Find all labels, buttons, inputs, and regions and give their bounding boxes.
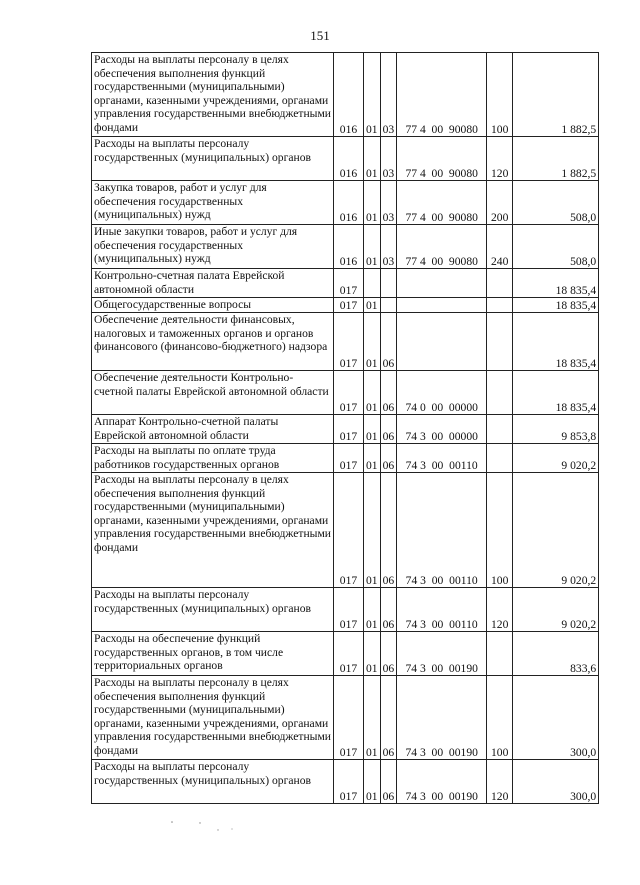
row-gr: 017 bbox=[334, 415, 364, 444]
row-gr: 016 bbox=[334, 181, 364, 225]
row-name: Закупка товаров, работ и услуг для обеспечения государственных (муниципальных) нужд bbox=[92, 181, 334, 225]
row-rz: 01 bbox=[364, 225, 381, 269]
row-name: Общегосударственные вопросы bbox=[92, 298, 334, 313]
table-row bbox=[92, 181, 599, 225]
row-gr: 017 bbox=[334, 588, 364, 632]
row-vr: 100 bbox=[487, 53, 513, 137]
row-name: Расходы на выплаты персоналу государственных (муниципальных) органов bbox=[92, 588, 334, 632]
row-sum: 1 882,5 bbox=[513, 53, 599, 137]
row-sum: 18 835,4 bbox=[513, 269, 599, 298]
row-gr: 017 bbox=[334, 473, 364, 588]
row-gr: 016 bbox=[334, 53, 364, 137]
row-gr: 017 bbox=[334, 760, 364, 804]
row-cs: 74 3 00 00190 bbox=[397, 676, 487, 760]
row-sum: 9 020,2 bbox=[513, 444, 599, 473]
row-rz: 01 bbox=[364, 588, 381, 632]
row-cs: 77 4 00 90080 bbox=[397, 53, 487, 137]
row-gr: 017 bbox=[334, 444, 364, 473]
row-name: Расходы на выплаты персоналу государственных (муниципальных) органов bbox=[92, 137, 334, 181]
row-sum: 18 835,4 bbox=[513, 313, 599, 371]
row-name: Обеспечение деятельности финансовых, налоговых и таможенных органов и органов финансового (финансово-бюджетного) надзора bbox=[92, 313, 334, 371]
row-rz: 01 bbox=[364, 371, 381, 415]
table-row bbox=[92, 588, 599, 632]
row-rz: 01 bbox=[364, 444, 381, 473]
row-vr: 240 bbox=[487, 225, 513, 269]
table-row bbox=[92, 473, 599, 588]
table-row bbox=[92, 760, 599, 804]
row-name: Расходы на выплаты персоналу в целях обеспечения выполнения функций государственными (муниципальными) органами, казенными учреждениями, органами управления государственными внебюджетными фондами bbox=[92, 53, 334, 137]
row-name: Расходы на выплаты персоналу в целях обеспечения выполнения функций государственными (муниципальными) органами, казенными учреждениями, органами управления государственными внебюджетными фондами bbox=[92, 473, 334, 588]
row-name: Контрольно-счетная палата Еврейской автономной области bbox=[92, 269, 334, 298]
table-row bbox=[92, 269, 599, 298]
row-pr bbox=[380, 269, 397, 298]
table-row bbox=[92, 225, 599, 269]
row-vr: 100 bbox=[487, 473, 513, 588]
row-cs: 77 4 00 90080 bbox=[397, 137, 487, 181]
row-vr: 120 bbox=[487, 760, 513, 804]
table-row bbox=[92, 298, 599, 313]
row-sum: 18 835,4 bbox=[513, 298, 599, 313]
row-gr: 016 bbox=[334, 137, 364, 181]
row-gr: 017 bbox=[334, 632, 364, 676]
row-sum: 9 020,2 bbox=[513, 473, 599, 588]
row-name: Расходы на обеспечение функций государственных органов, в том числе территориальных органов bbox=[92, 632, 334, 676]
row-rz: 01 bbox=[364, 676, 381, 760]
row-vr: 100 bbox=[487, 676, 513, 760]
row-pr: 03 bbox=[380, 225, 397, 269]
row-gr: 016 bbox=[334, 225, 364, 269]
row-rz: 01 bbox=[364, 313, 381, 371]
row-sum: 508,0 bbox=[513, 181, 599, 225]
row-gr: 017 bbox=[334, 676, 364, 760]
row-pr bbox=[380, 298, 397, 313]
row-pr: 06 bbox=[380, 588, 397, 632]
scan-specks bbox=[170, 818, 260, 838]
row-rz: 01 bbox=[364, 298, 381, 313]
row-cs bbox=[397, 298, 487, 313]
row-sum: 9 020,2 bbox=[513, 588, 599, 632]
budget-table bbox=[91, 52, 599, 804]
row-vr bbox=[487, 415, 513, 444]
row-rz bbox=[364, 269, 381, 298]
row-cs: 74 0 00 00000 bbox=[397, 371, 487, 415]
row-rz: 01 bbox=[364, 137, 381, 181]
row-vr: 120 bbox=[487, 137, 513, 181]
table-row bbox=[92, 371, 599, 415]
row-cs: 74 3 00 00190 bbox=[397, 632, 487, 676]
row-vr: 120 bbox=[487, 588, 513, 632]
row-sum: 9 853,8 bbox=[513, 415, 599, 444]
row-pr: 06 bbox=[380, 313, 397, 371]
row-sum: 300,0 bbox=[513, 676, 599, 760]
page-number: 151 bbox=[310, 28, 330, 43]
row-pr: 06 bbox=[380, 676, 397, 760]
row-pr: 03 bbox=[380, 137, 397, 181]
row-name: Расходы на выплаты по оплате труда работников государственных органов bbox=[92, 444, 334, 473]
row-cs: 77 4 00 90080 bbox=[397, 181, 487, 225]
row-rz: 01 bbox=[364, 415, 381, 444]
row-vr bbox=[487, 298, 513, 313]
row-name: Иные закупки товаров, работ и услуг для обеспечения государственных (муниципальных) нужд bbox=[92, 225, 334, 269]
table-row bbox=[92, 444, 599, 473]
row-name: Расходы на выплаты персоналу в целях обеспечения выполнения функций государственными (муниципальными) органами, казенными учреждениями, органами управления государственными внебюджетными фондами bbox=[92, 676, 334, 760]
row-vr bbox=[487, 632, 513, 676]
row-rz: 01 bbox=[364, 53, 381, 137]
row-rz: 01 bbox=[364, 632, 381, 676]
row-pr: 06 bbox=[380, 415, 397, 444]
row-rz: 01 bbox=[364, 473, 381, 588]
row-cs: 74 3 00 00000 bbox=[397, 415, 487, 444]
row-pr: 06 bbox=[380, 371, 397, 415]
row-sum: 833,6 bbox=[513, 632, 599, 676]
row-gr: 017 bbox=[334, 371, 364, 415]
table-row bbox=[92, 632, 599, 676]
row-rz: 01 bbox=[364, 760, 381, 804]
table-row bbox=[92, 676, 599, 760]
row-pr: 03 bbox=[380, 53, 397, 137]
row-vr bbox=[487, 444, 513, 473]
row-cs: 74 3 00 00110 bbox=[397, 588, 487, 632]
row-pr: 06 bbox=[380, 760, 397, 804]
row-pr: 06 bbox=[380, 444, 397, 473]
row-cs: 74 3 00 00190 bbox=[397, 760, 487, 804]
row-pr: 03 bbox=[380, 181, 397, 225]
row-pr: 06 bbox=[380, 473, 397, 588]
row-cs bbox=[397, 313, 487, 371]
row-vr bbox=[487, 269, 513, 298]
row-sum: 1 882,5 bbox=[513, 137, 599, 181]
row-cs: 74 3 00 00110 bbox=[397, 473, 487, 588]
table-row bbox=[92, 313, 599, 371]
row-rz: 01 bbox=[364, 181, 381, 225]
row-gr: 017 bbox=[334, 313, 364, 371]
row-cs: 74 3 00 00110 bbox=[397, 444, 487, 473]
row-gr: 017 bbox=[334, 269, 364, 298]
row-gr: 017 bbox=[334, 298, 364, 313]
row-sum: 300,0 bbox=[513, 760, 599, 804]
row-pr: 06 bbox=[380, 632, 397, 676]
row-sum: 508,0 bbox=[513, 225, 599, 269]
table-row bbox=[92, 53, 599, 137]
table-row bbox=[92, 415, 599, 444]
row-sum: 18 835,4 bbox=[513, 371, 599, 415]
row-vr: 200 bbox=[487, 181, 513, 225]
row-name: Аппарат Контрольно-счетной палаты Еврейской автономной области bbox=[92, 415, 334, 444]
table-row bbox=[92, 137, 599, 181]
row-cs bbox=[397, 269, 487, 298]
row-vr bbox=[487, 313, 513, 371]
row-cs: 77 4 00 90080 bbox=[397, 225, 487, 269]
row-vr bbox=[487, 371, 513, 415]
row-name: Расходы на выплаты персоналу государственных (муниципальных) органов bbox=[92, 760, 334, 804]
row-name: Обеспечение деятельности Контрольно-счетной палаты Еврейской автономной области bbox=[92, 371, 334, 415]
